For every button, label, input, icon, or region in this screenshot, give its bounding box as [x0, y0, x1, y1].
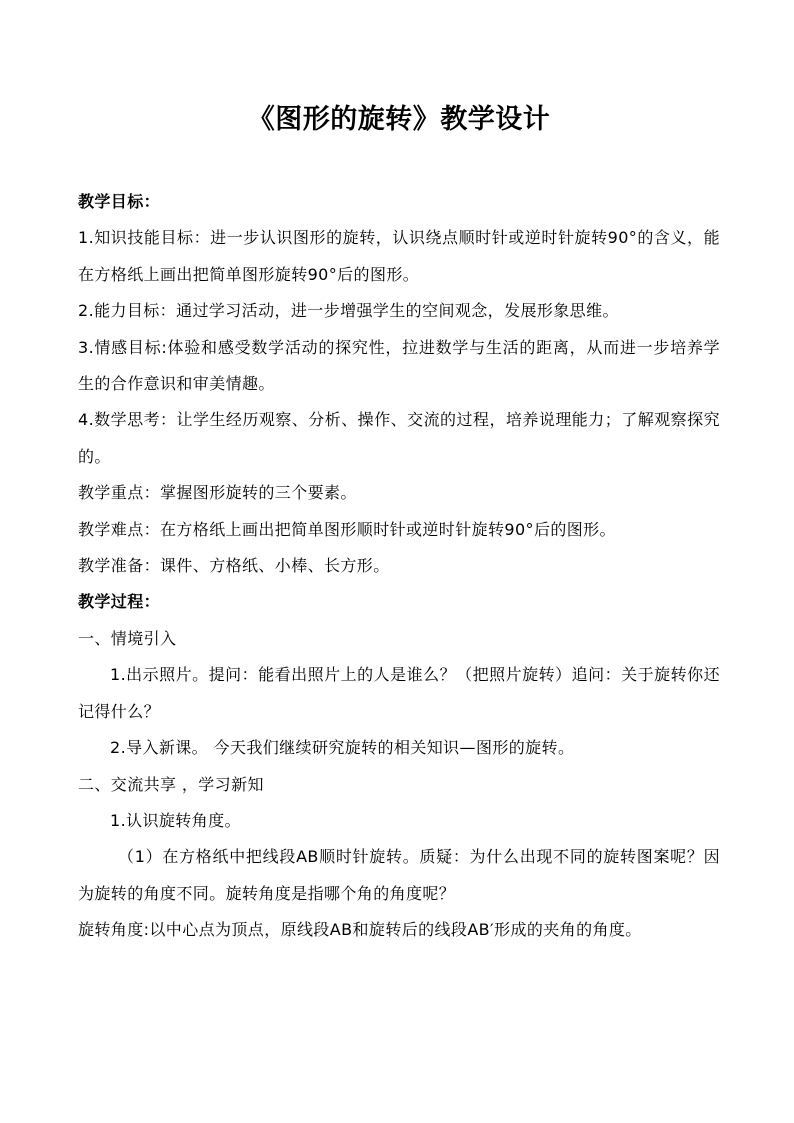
- paragraph-rotate-segment-ab: （1）在方格纸中把线段AB顺时针旋转。质疑：为什么出现不同的旋转图案呢？因为旋转的角度不同。旋转角度是指哪个角的角度呢？: [78, 847, 720, 903]
- paragraph-show-photo: 1.出示照片。提问：能看出照片上的人是谁么？（把照片旋转）追问：关于旋转你还记得什么？: [78, 665, 720, 721]
- paragraph-rotation-angle-definition: 旋转角度:以中心点为顶点，原线段AB和旋转后的线段AB′形成的夹角的角度。: [78, 920, 642, 940]
- paragraph-knowledge-skill-goal: 1.知识技能目标：进一步认识图形的旋转，认识绕点顺时针或逆时针旋转90°的含义，能在方格纸上画出把简单图形旋转90°后的图形。: [78, 228, 720, 284]
- paragraph-teaching-preparation: 教学准备：课件、方格纸、小棒、长方形。: [78, 556, 390, 576]
- paragraph-math-thinking: 4.数学思考：让学生经历观察、分析、操作、交流的过程，培养说理能力；了解观察探究的。: [78, 410, 720, 466]
- paragraph-teaching-objectives-heading: 教学目标：: [78, 192, 161, 211]
- section-heading-exchange-share: 二、交流共享 ，学习新知: [78, 774, 264, 794]
- paragraph-teaching-process-heading: 教学过程：: [78, 592, 161, 612]
- paragraph-rotation-angle: 1.认识旋转角度。: [110, 810, 241, 830]
- section-heading-scenario-intro: 一、情境引入: [78, 628, 177, 648]
- document-title: 《图形的旋转》教学设计: [247, 104, 551, 135]
- paragraph-teaching-key-point: 教学重点：掌握图形旋转的三个要素。: [78, 483, 357, 503]
- paragraph-ability-goal: 2.能力目标：通过学习活动，进一步增强学生的空间观念，发展形象思维。: [78, 301, 619, 321]
- document-body: [78, 184, 720, 949]
- paragraph-emotion-goal: 3.情感目标:体验和感受数学活动的探究性，拉进数学与生活的距离，从而进一步培养学生的合作意识和审美情趣。: [78, 337, 720, 394]
- paragraph-teaching-difficulty: 教学难点：在方格纸上画出把简单图形顺时针或逆时针旋转90°后的图形。: [78, 519, 616, 539]
- paragraph-introduce-lesson: 2.导入新课。 今天我们继续研究旋转的相关知识—图形的旋转。: [110, 738, 575, 758]
